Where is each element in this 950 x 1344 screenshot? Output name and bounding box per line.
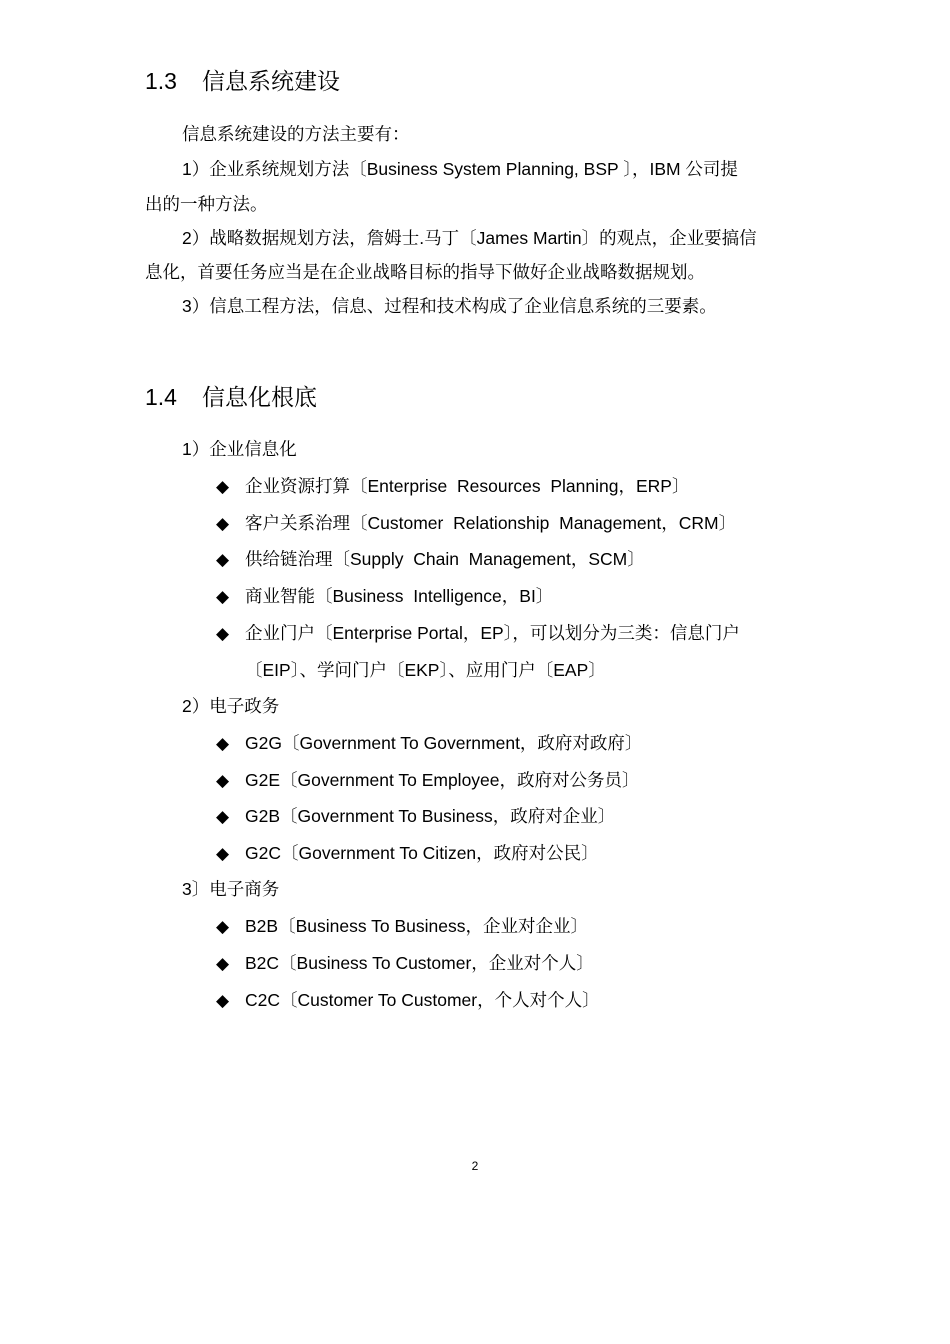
diamond-bullet-icon: ◆ (216, 477, 230, 496)
section-title: 信息系统建设 (202, 68, 340, 94)
list-item-text: 企业门户〔Enterprise Portal，EP〕，可以划分为三类：信息门户 (245, 623, 740, 643)
list-item-text: 供给链治理〔Supply Chain Management，SCM〕 (245, 549, 645, 569)
list-item (216, 914, 588, 939)
diamond-bullet-icon: ◆ (216, 734, 230, 753)
list-item (216, 511, 736, 536)
list-item-text: G2B〔Government To Business，政府对企业〕 (245, 806, 616, 826)
list-item (216, 547, 645, 572)
list-item (216, 804, 615, 829)
diamond-bullet-icon: ◆ (216, 917, 230, 936)
diamond-bullet-icon: ◆ (216, 807, 230, 826)
paragraph-item1-line1: 1）企业系统规划方法〔Business System Planning, BSP 〕，IBM 公司提 (182, 159, 738, 179)
list-group-label: 1）企业信息化 (182, 439, 297, 459)
diamond-bullet-icon: ◆ (216, 771, 230, 790)
paragraph-item2-line1: 2）战略数据规划方法，詹姆士.马丁〔James Martin〕的观点，企业要搞信 (182, 228, 757, 248)
section-number: 1.3 (145, 68, 177, 94)
list-item-continuation: 〔EIP〕、学问门户〔EKP〕、应用门户〔EAP〕 (245, 660, 606, 680)
paragraph-intro: 信息系统建设的方法主要有： (182, 124, 410, 144)
list-group-label: 2）电子政务 (182, 696, 280, 716)
page-number: 2 (471, 1159, 479, 1173)
diamond-bullet-icon: ◆ (216, 624, 230, 643)
list-item (216, 474, 689, 499)
list-item-text: G2E〔Government To Employee，政府对公务员〕 (245, 770, 640, 790)
list-item-text: C2C〔Customer To Customer，个人对个人〕 (245, 990, 600, 1010)
list-item (216, 988, 600, 1013)
section-number: 1.4 (145, 384, 177, 410)
list-item (216, 621, 740, 646)
list-item-text: G2C〔Government To Citizen，政府对公民〕 (245, 843, 599, 863)
diamond-bullet-icon: ◆ (216, 991, 230, 1010)
list-item (216, 768, 640, 793)
paragraph-item2-line2: 息化，首要任务应当是在企业战略目标的指导下做好企业战略数据规划。 (145, 262, 705, 282)
paragraph-item3-line1: 3）信息工程方法，信息、过程和技术构成了企业信息系统的三要素。 (182, 296, 717, 316)
list-item-text: B2B〔Business To Business，企业对企业〕 (245, 916, 588, 936)
list-item-text: 商业智能〔Business Intelligence，BI〕 (245, 586, 554, 606)
section-heading-1-4 (145, 382, 317, 412)
list-group-label: 3〕电子商务 (182, 879, 280, 899)
list-item-text: G2G〔Government To Government，政府对政府〕 (245, 733, 643, 753)
diamond-bullet-icon: ◆ (216, 550, 230, 569)
diamond-bullet-icon: ◆ (216, 844, 230, 863)
diamond-bullet-icon: ◆ (216, 954, 230, 973)
list-item-text: 企业资源打算〔Enterprise Resources Planning，ERP〕 (245, 476, 690, 496)
list-item (216, 841, 599, 866)
section-heading-1-3 (145, 66, 340, 96)
list-item (216, 951, 594, 976)
section-title: 信息化根底 (202, 384, 317, 410)
list-item (216, 584, 553, 609)
list-item-text: 客户关系治理〔Customer Relationship Management，CRM〕 (245, 513, 737, 533)
list-item (216, 731, 642, 756)
diamond-bullet-icon: ◆ (216, 514, 230, 533)
paragraph-item1-line2: 出的一种方法。 (145, 194, 268, 214)
diamond-bullet-icon: ◆ (216, 587, 230, 606)
list-item-text: B2C〔Business To Customer，企业对个人〕 (245, 953, 594, 973)
